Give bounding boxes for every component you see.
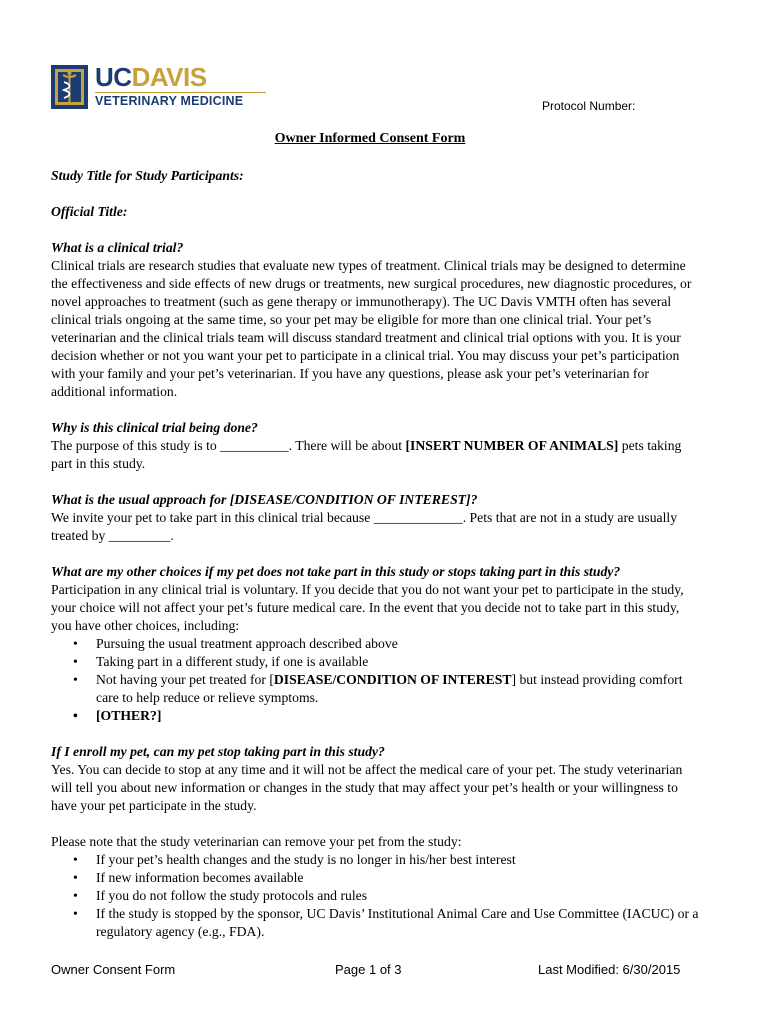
logo-divider	[95, 92, 266, 93]
section-body: The purpose of this study is to __________. There will be about [INSERT NUMBER OF ANIMALS] pets taking part in this study.	[51, 438, 682, 471]
list-item: • If new information becomes available	[51, 869, 701, 887]
study-title-label: Study Title for Study Participants:	[51, 168, 244, 183]
list-item: • Taking part in a different study, if one is available	[51, 653, 701, 671]
section-heading: What is the usual approach for [DISEASE/CONDITION OF INTEREST]?	[51, 492, 478, 507]
list-item: • Pursuing the usual treatment approach described above	[51, 635, 701, 653]
footer-page-number: Page 1 of 3	[335, 962, 402, 977]
list-item: • If you do not follow the study protocols and rules	[51, 887, 701, 905]
document-body	[51, 167, 701, 941]
protocol-number-label: Protocol Number:	[542, 99, 636, 113]
section-body: Clinical trials are research studies that evaluate new types of treatment. Clinical trials may be designed to determine the effectiveness and side effects of new drugs or treatments, new surgical procedures, new diagnostic procedures, or novel approaches to treatment (such as gene therapy or immunotherapy). The UC Davis VMTH often has several clinical trials ongoing at the same time, so your pet may be eligible for more than one clinical trial. Your pet’s veterinarian and the clinical trials team will discuss standard treatment and clinical trial options with you. It is your decision whether or not you want your pet to participate in a clinical trial. You may discuss your pet’s participation with your family and your pet’s veterinarian. If you have any questions, please ask your pet’s veterinarian for additional information.	[51, 258, 692, 399]
list-item: • If the study is stopped by the sponsor, UC Davis’ Institutional Animal Care and Use Committee (IACUC) or a regulatory agency (e.g., FDA).	[51, 905, 701, 941]
section-body: Participation in any clinical trial is voluntary. If you decide that you do not want your pet to participate in the study, your choice will not affect your pet’s future medical care. In the event that you decide not to take part in this study, you have other choices, including:	[51, 582, 684, 633]
list-item: • Not having your pet treated for [DISEASE/CONDITION OF INTEREST] but instead providing comfort care to help reduce or relieve symptoms.	[51, 671, 701, 707]
list-item: • [OTHER?]	[51, 707, 701, 725]
section-heading: Why is this clinical trial being done?	[51, 420, 258, 435]
official-title-label: Official Title:	[51, 204, 128, 219]
removal-list	[51, 851, 701, 941]
page-title: Owner Informed Consent Form	[274, 131, 466, 146]
list-item: • If your pet’s health changes and the study is no longer in his/her best interest	[51, 851, 701, 869]
section-heading: What is a clinical trial?	[51, 240, 184, 255]
caduceus-icon	[51, 65, 88, 109]
footer-last-modified: Last Modified: 6/30/2015	[538, 962, 681, 977]
uc-davis-vet-med-logo	[51, 62, 266, 109]
section-body: We invite your pet to take part in this clinical trial because _____________. Pets that are not in a study are usually treated by _________.	[51, 510, 678, 543]
logo-wordmark: UCDAVIS	[95, 62, 207, 92]
section-body: Yes. You can decide to stop at any time and it will not be affect the medical care of your pet. The study veterinarian will tell you about new information or changes in the study that may affect your pet’s health or your willingness to have your pet participate in the study.	[51, 762, 683, 813]
section-heading: If I enroll my pet, can my pet stop taking part in this study?	[51, 744, 385, 759]
section-heading: What are my other choices if my pet does not take part in this study or stops taking part in this study?	[51, 564, 621, 579]
removal-intro: Please note that the study veterinarian can remove your pet from the study:	[51, 834, 462, 849]
logo-subtitle: VETERINARY MEDICINE	[95, 94, 244, 108]
footer-form-name: Owner Consent Form	[51, 962, 176, 977]
choices-list	[51, 635, 701, 725]
